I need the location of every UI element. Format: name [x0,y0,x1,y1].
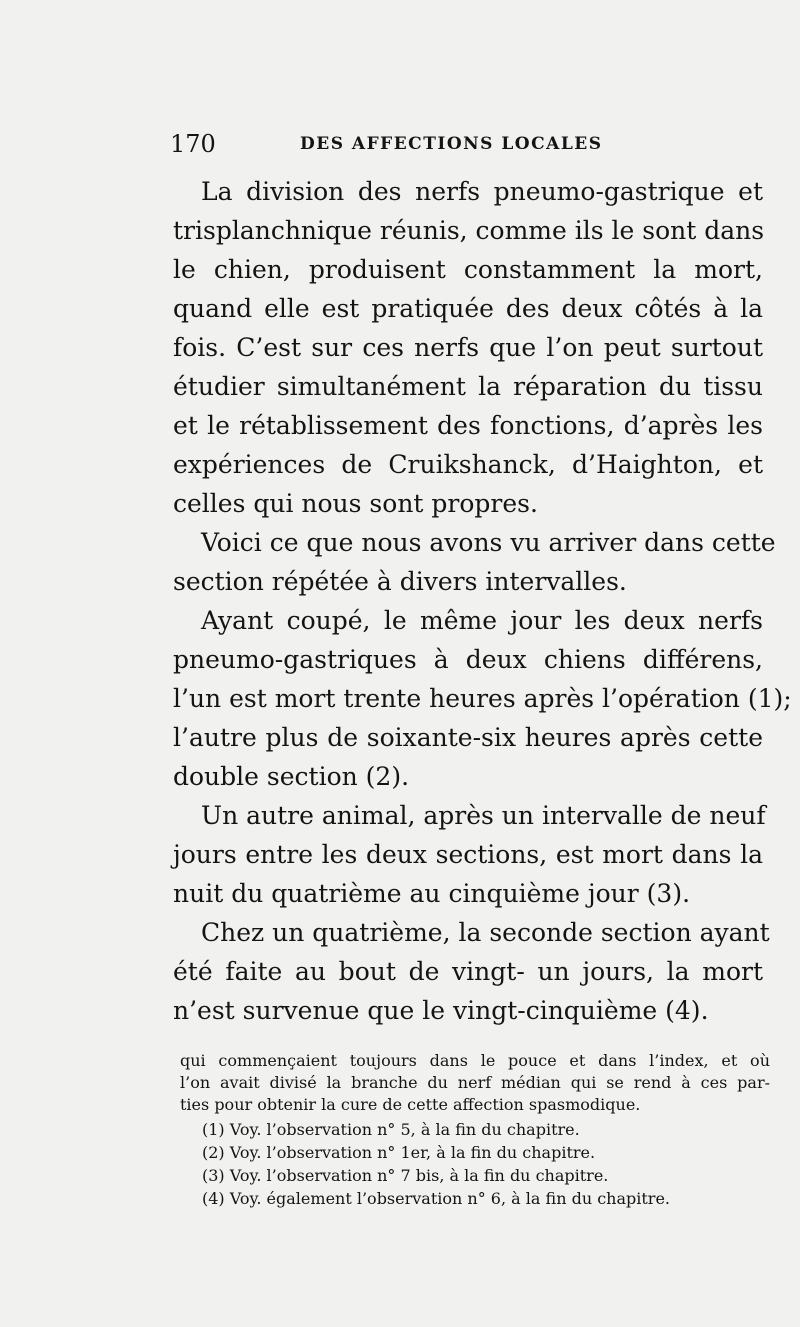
text-line: Chez un quatrième, la seconde section ayant [201,918,770,947]
text-line: pneumo-gastriques à deux chiens différens, [173,645,763,674]
paragraph [173,172,763,523]
text-line: n’est survenue que le vingt-cinquième (4). [173,996,709,1025]
text-line: jours entre les deux sections, est mort dans la [173,840,763,869]
text-line: La division des nerfs pneumo-gastrique et [201,177,763,206]
text-line: quand elle est pratiquée des deux côtés à la [173,294,763,323]
page-number: 170 [170,130,216,158]
paragraph [173,601,792,796]
text-line: l’un est mort trente heures après l’opération (1); [173,684,792,713]
paragraph [173,796,766,913]
body-text [173,172,792,1030]
footnote-3: (3) Voy. l’observation n° 7 bis, à la fin du chapitre. [202,1166,609,1185]
footnote-continuation-line: qui commençaient toujours dans le pouce et dans l’index, et où [180,1051,770,1070]
footnotes [180,1050,770,1210]
text-line: double section (2). [173,762,410,791]
paragraph [173,523,776,601]
footnote-continuation-line: ties pour obtenir la cure de cette affection spasmodique. [180,1095,641,1114]
text-line: Ayant coupé, le même jour les deux nerfs [201,606,763,635]
text-line: étudier simultanément la réparation du tissu [173,372,763,401]
text-line: le chien, produisent constamment la mort, [173,255,763,284]
text-line: section répétée à divers intervalles. [173,567,627,596]
text-line: celles qui nous sont propres. [173,489,538,518]
text-line: fois. C’est sur ces nerfs que l’on peut surtout [173,333,763,362]
footnote-2: (2) Voy. l’observation n° 1er, à la fin du chapitre. [202,1143,596,1162]
page-header [170,130,650,160]
running-head: DES AFFECTIONS LOCALES [300,134,603,154]
text-line: l’autre plus de soixante-six heures après cette [173,723,763,752]
text-line: trisplanchnique réunis, comme ils le sont dans [173,216,765,245]
footnote-1: (1) Voy. l’observation n° 5, à la fin du chapitre. [202,1120,580,1139]
text-line: expériences de Cruikshanck, d’Haighton, et [173,450,763,479]
footnote-4: (4) Voy. également l’observation n° 6, à la fin du chapitre. [202,1189,671,1208]
text-line: été faite au bout de vingt- un jours, la mort [173,957,763,986]
paragraph [173,913,770,1030]
text-line: Un autre animal, après un intervalle de neuf [201,801,766,830]
footnote-continuation-line: l’on avait divisé la branche du nerf médian qui se rend à ces par- [180,1073,770,1092]
text-line: Voici ce que nous avons vu arriver dans cette [201,528,776,557]
text-line: et le rétablissement des fonctions, d’après les [173,411,763,440]
text-line: nuit du quatrième au cinquième jour (3). [173,879,691,908]
